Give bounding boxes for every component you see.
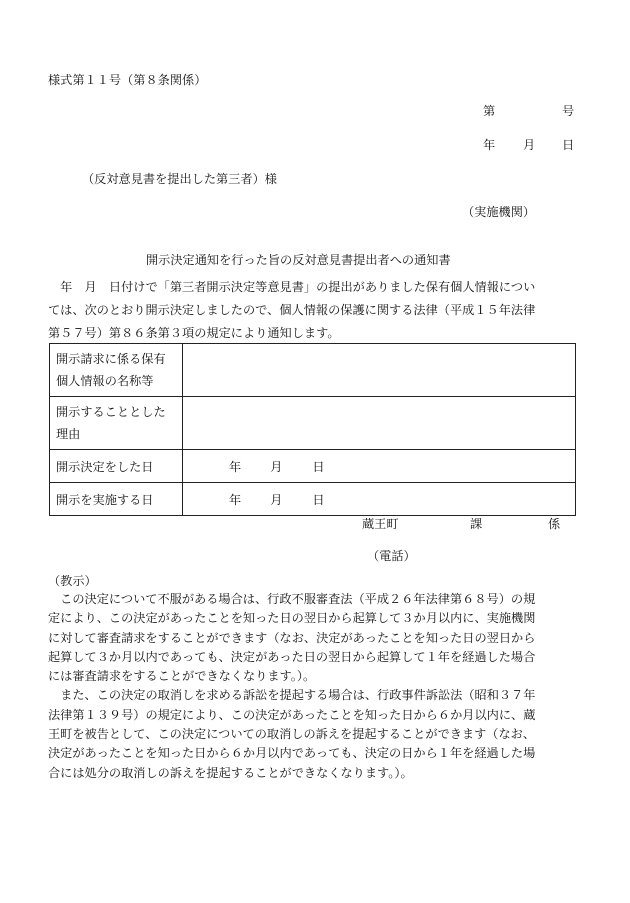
instructions-line: に対して審査請求をすることができます（なお、決定があったことを知った日の翌日から xyxy=(48,630,536,645)
year-label: 年 xyxy=(229,459,242,474)
table-label-line: 開示することとした xyxy=(56,405,166,419)
contact-unit: 係 xyxy=(548,517,561,531)
instructions-body xyxy=(48,590,584,783)
day-label: 日 xyxy=(312,492,325,507)
contact-department: 蔵王町 xyxy=(362,517,399,531)
decision-date-field[interactable] xyxy=(183,450,576,483)
date-month-label: 月 xyxy=(523,138,536,152)
table-row xyxy=(50,344,576,397)
month-label: 月 xyxy=(270,459,283,474)
instructions-heading: （教示） xyxy=(48,574,97,588)
instructions-line: 決定があったことを知った日から６か月以内であっても、決定の日から１年を経過した場 xyxy=(48,746,536,761)
table-row xyxy=(50,397,576,450)
table-row xyxy=(50,450,576,483)
contact-phone: （電話） xyxy=(367,549,416,563)
implementation-date-field[interactable] xyxy=(183,483,576,516)
table-label-line: 開示請求に係る保有 xyxy=(56,352,166,366)
contact-section: 課 xyxy=(470,517,483,531)
document-number-suffix: 号 xyxy=(562,104,575,118)
instructions-line: この決定について不服がある場合は、行政不服審査法（平成２６年法律第６８号）の規 xyxy=(48,592,536,606)
instructions-line: 法律第１３９号）の規定により、この決定があったことを知った日から６か月以内に、蔵 xyxy=(48,707,536,722)
instructions-line: には審査請求をすることができなくなります。）。 xyxy=(48,669,316,684)
implementing-agency: （実施機関） xyxy=(462,205,536,219)
instructions-line: 起算して３か月以内であっても、決定があった日の翌日から起算して１年を経過した場合 xyxy=(48,649,536,664)
document-title: 開示決定通知を行った旨の反対意見書提出者への通知書 xyxy=(146,253,451,267)
table-label-line: 理由 xyxy=(56,427,81,441)
intro-line: 第５７号）第８６条第３項の規定により通知します。 xyxy=(48,326,340,340)
table-label-cell xyxy=(50,397,183,450)
month-label: 月 xyxy=(270,492,283,507)
disclosure-info-table xyxy=(49,343,576,516)
intro-line: ては、次のとおり開示決定しましたので、個人情報の保護に関する法律（平成１５年法律 xyxy=(48,303,536,317)
year-label: 年 xyxy=(229,492,242,507)
table-label-cell: 開示を実施する日 xyxy=(50,483,183,516)
personal-info-name-field[interactable] xyxy=(183,344,576,397)
instructions-line: また、この決定の取消しを求める訴訟を提起する場合は、行政事件訴訟法（昭和３７年 xyxy=(48,688,536,703)
document-number-label: 第 xyxy=(483,104,496,118)
table-label-cell xyxy=(50,344,183,397)
form-number: 様式第１１号（第８条関係） xyxy=(48,73,207,87)
addressee: （反対意見書を提出した第三者）様 xyxy=(82,172,277,186)
instructions-line: 合には処分の取消しの訴えを提起することができなくなります。）。 xyxy=(48,765,413,780)
instructions-line: 王町を被告として、この決定についての取消しの訴えを提起することができます（なお、 xyxy=(48,727,536,742)
table-label-line: 個人情報の名称等 xyxy=(56,374,154,388)
table-label-cell: 開示決定をした日 xyxy=(50,450,183,483)
disclosure-reason-field[interactable] xyxy=(183,397,576,450)
date-day-label: 日 xyxy=(562,138,575,152)
intro-paragraph xyxy=(48,276,580,345)
intro-line: 年 月 日付けで「第三者開示決定等意見書」の提出がありました保有個人情報につい xyxy=(48,280,536,294)
date-year-label: 年 xyxy=(483,138,496,152)
day-label: 日 xyxy=(312,459,325,474)
instructions-line: 定により、この決定があったことを知った日の翌日から起算して３か月以内に、実施機関 xyxy=(48,611,536,626)
table-row xyxy=(50,483,576,516)
